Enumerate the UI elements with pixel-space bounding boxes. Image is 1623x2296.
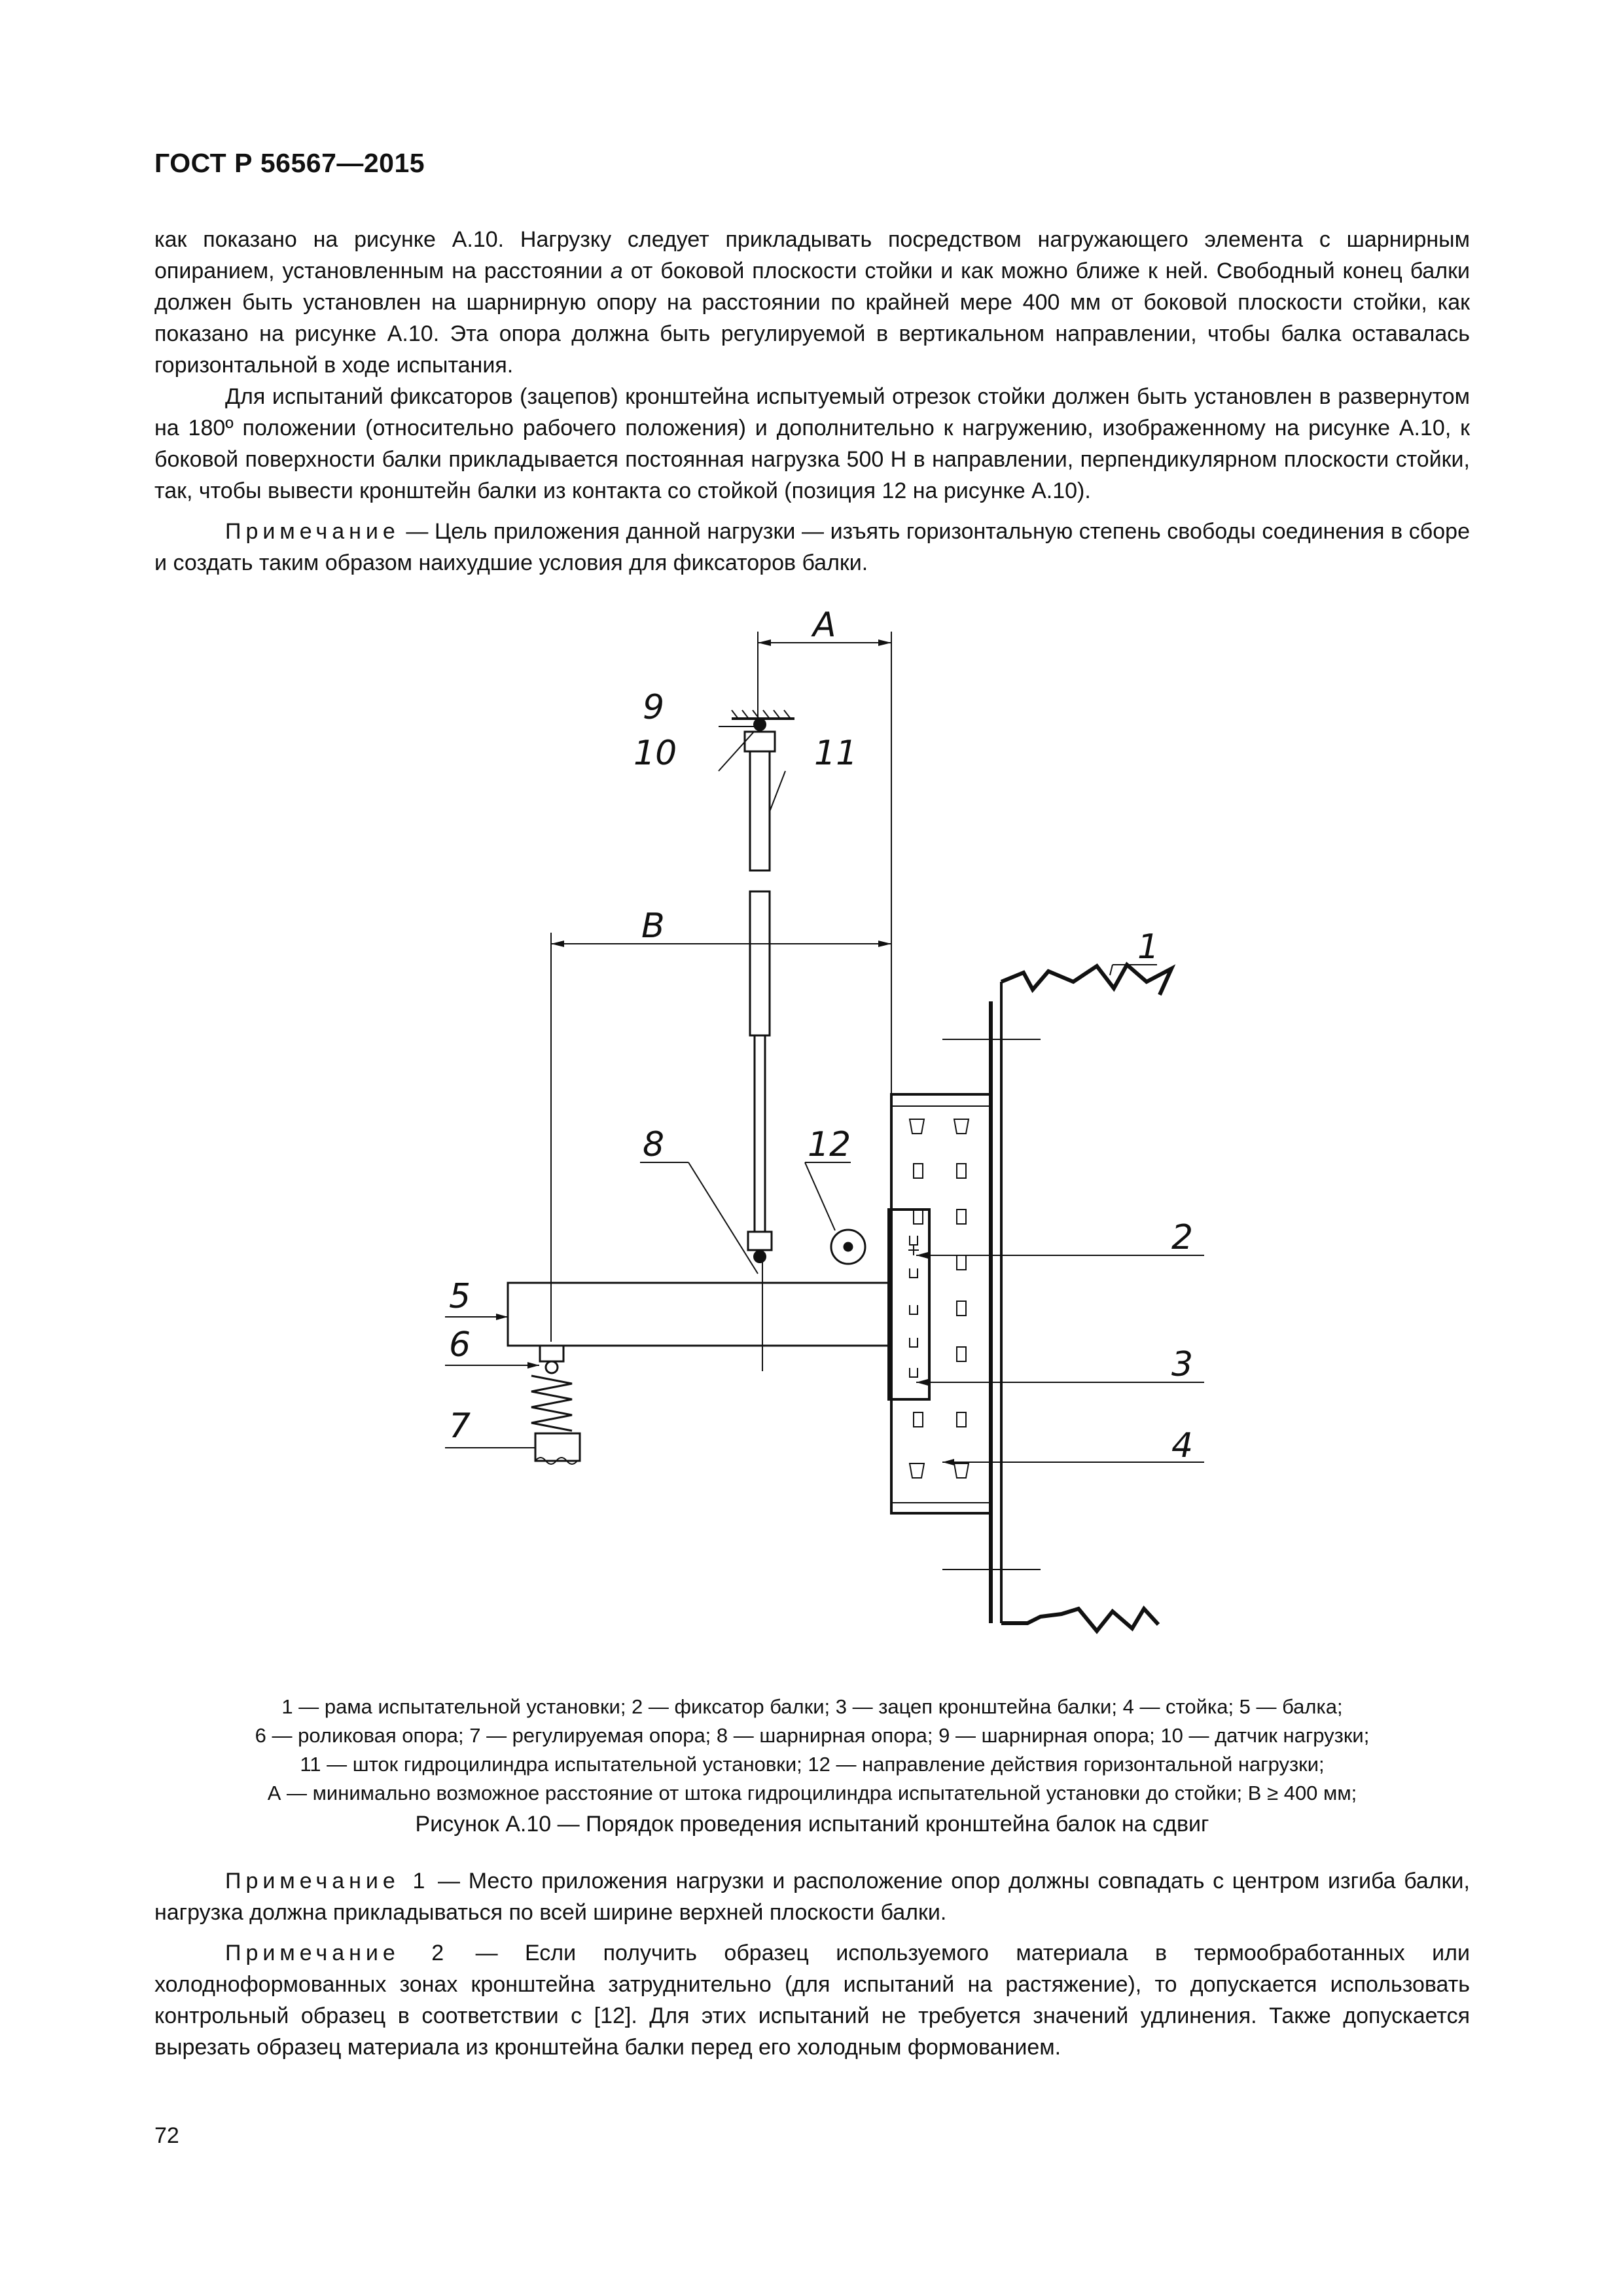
paragraph-1: как показано на рисунке А.10. Нагрузку следует прикладывать посредством нагружающего элемента с шарнирным опиранием, установленным на расстоянии а от боковой плоскости стойки и как можно ближе к ней. Свободный конец балки должен быть установлен на шарнирную опору на расстоянии по крайней мере 400 мм от боковой плоскости стойки, как показано на рисунке А.10. Эта опора должна быть регулируемой в вертикальном направлении, чтобы балка оставалась горизонтальной в ходе испытания. (154, 227, 1471, 378)
figure-a10-diagram (0, 589, 1623, 1689)
callout-6: 6 (449, 1325, 471, 1365)
callout-3: 3 (1171, 1345, 1194, 1384)
legend-line: А — минимально возможное расстояние от штока гидроцилиндра испытательной установки до стойки; В ≥ 400 мм; (267, 1782, 1357, 1804)
callout-9: 9 (643, 688, 665, 727)
callout-5: 5 (449, 1277, 471, 1316)
figure-legend (154, 1693, 1470, 1808)
dim-label-b: B (641, 906, 665, 946)
callout-8: 8 (643, 1125, 665, 1164)
callout-7: 7 (449, 1407, 471, 1446)
note-1: Примечание 1 — Место приложения нагрузки и расположение опор должны совпадать с центром изгиба балки, нагрузка должна прикладываться по всей ширине верхней плоскости балки. (154, 1869, 1470, 1925)
callout-10: 10 (633, 734, 677, 773)
figure-caption: Рисунок А.10 — Порядок проведения испытаний кронштейна балок на сдвиг (415, 1812, 1209, 1837)
paragraph-2: Для испытаний фиксаторов (зацепов) кронштейна испытуемый отрезок стойки должен быть установлен в развернутом на 180º положении (относительно рабочего положения) и дополнительно к нагружению, изображенному на рисунке А.10, к боковой поверхности балки прикладывается постоянная нагрузка 500 Н в направлении, перпендикулярном плоскости стойки, так, чтобы вывести кронштейн балки из контакта со стойкой (позиция 12 на рисунке А.10). (154, 384, 1470, 503)
document-header: ГОСТ Р 56567—2015 (154, 148, 425, 178)
dim-label-a: A (813, 605, 836, 645)
page-number: 72 (154, 2123, 179, 2148)
body-text-top (154, 224, 1470, 579)
callout-4: 4 (1171, 1426, 1194, 1465)
legend-line: 6 — роликовая опора; 7 — регулируемая опора; 8 — шарнирная опора; 9 — шарнирная опора; 10 — датчик нагрузки; (255, 1724, 1370, 1747)
legend-line: 1 — рама испытательной установки; 2 — фиксатор балки; 3 — зацеп кронштейна балки; 4 — стойка; 5 — балка; (281, 1695, 1343, 1718)
callout-2: 2 (1171, 1218, 1194, 1257)
note: Примечание — Цель приложения данной нагрузки — изъять горизонтальную степень свободы соединения в сборе и создать таким образом наихудшие условия для фиксаторов балки. (154, 519, 1470, 575)
callout-1: 1 (1137, 927, 1160, 967)
body-text-bottom (154, 1865, 1470, 2063)
legend-line: 11 — шток гидроцилиндра испытательной установки; 12 — направление действия горизонтальной нагрузки; (300, 1753, 1325, 1776)
callout-11: 11 (814, 734, 858, 773)
note-2: Примечание 2 — Если получить образец используемого материала в термообработанных или холоднoформованных зонах кронштейна затруднительно (для испытаний на растяжение), то допускается использовать контрольный образец в соответствии с [12]. Для этих испытаний не требуется значений удлинения. Также допускается вырезать образец материала из кронштейна балки перед его холодным формованием. (154, 1941, 1470, 2060)
callout-12: 12 (808, 1125, 851, 1164)
